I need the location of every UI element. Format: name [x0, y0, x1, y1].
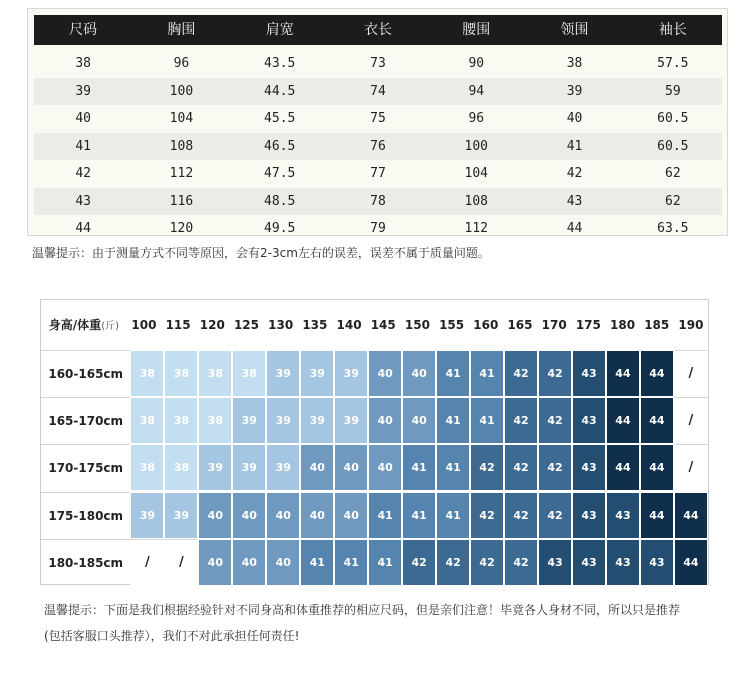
recommended-size-cell: 39: [232, 444, 266, 491]
recommended-size-cell: 39: [266, 397, 300, 444]
recommended-size-cell: 40: [300, 444, 334, 491]
weight-column-header: 165: [507, 318, 533, 332]
weight-column-header: 120: [199, 318, 225, 332]
size-spec-header-cell: 肩宽: [265, 22, 294, 38]
size-spec-cell: 38: [75, 56, 91, 71]
recommended-size-cell: 43: [572, 397, 606, 444]
size-spec-cell: 79: [370, 221, 386, 236]
recommended-size-cell: /: [164, 539, 198, 586]
size-recommendation-table: [40, 299, 709, 585]
size-spec-cell: 41: [75, 138, 91, 154]
size-spec-cell: 77: [370, 166, 386, 181]
weight-column-header: 185: [644, 318, 670, 332]
recommended-size-cell: 41: [300, 539, 334, 586]
recommended-size-cell: /: [130, 539, 164, 586]
size-spec-header-cell: 领围: [560, 22, 589, 38]
size-spec-cell: 39: [75, 83, 91, 99]
size-spec-cell: 44: [566, 221, 583, 236]
recommended-size-cell: 42: [538, 492, 572, 539]
weight-column-header: 130: [268, 318, 294, 332]
recommended-size-cell: 44: [640, 397, 674, 444]
recommended-size-cell: 43: [572, 350, 606, 397]
recommended-size-cell: 40: [232, 539, 266, 586]
size-spec-cell: 96: [468, 111, 485, 126]
recommended-size-cell: 43: [572, 492, 606, 539]
recommended-size-cell: 39: [164, 492, 198, 539]
recommended-size-cell: 39: [232, 397, 266, 444]
recommended-size-cell: 40: [266, 539, 300, 586]
height-range-label: 160-165cm: [41, 350, 130, 397]
height-row: [41, 397, 708, 444]
size-spec-header-cell: 腰围: [462, 22, 491, 38]
recommended-size-cell: 39: [198, 444, 232, 491]
recommended-size-cell: 42: [402, 539, 436, 586]
recommended-size-cell: 41: [436, 350, 470, 397]
recommended-size-cell: /: [674, 444, 708, 491]
recommended-size-cell: 41: [436, 492, 470, 539]
recommended-size-cell: 44: [674, 539, 708, 586]
recommended-size-cell: 40: [402, 350, 436, 397]
weight-column-header: 140: [336, 318, 362, 332]
size-spec-header-row: [34, 15, 722, 45]
weight-column-header: 135: [302, 318, 328, 332]
recommended-size-cell: 40: [232, 492, 266, 539]
recommended-size-cell: 40: [198, 539, 232, 586]
recommended-size-cell: 38: [130, 444, 164, 491]
recommended-size-cell: 44: [606, 350, 640, 397]
recommended-size-cell: 44: [674, 492, 708, 539]
recommended-size-cell: 40: [266, 492, 300, 539]
size-spec-row: [34, 215, 722, 242]
size-spec-cell: 39: [566, 83, 583, 99]
recommended-size-cell: 40: [334, 444, 368, 491]
recommended-size-cell: 38: [164, 350, 198, 397]
recommended-size-cell: 42: [538, 350, 572, 397]
recommended-size-cell: 41: [368, 492, 402, 539]
size-spec-cell: 43.5: [264, 56, 296, 71]
size-spec-cell: 62: [665, 193, 681, 209]
recommended-size-cell: 42: [470, 539, 504, 586]
recommended-size-cell: 40: [368, 444, 402, 491]
size-spec-cell: 62: [665, 166, 681, 181]
recommended-size-cell: 44: [640, 444, 674, 491]
weight-column-header: 170: [541, 318, 567, 332]
measurement-note: 温馨提示：由于测量方式不同等原因，会有2-3cm左右的误差，误差不属于质量问题。: [32, 246, 490, 260]
weight-columns: [127, 300, 708, 350]
weight-column-header: 180: [610, 318, 636, 332]
size-spec-header-cell: 尺码: [69, 22, 98, 38]
recommendation-note-line2: (包括客服口头推荐），我们不对此承担任何责任!: [44, 629, 300, 643]
weight-column-header: 190: [678, 318, 704, 332]
weight-column-header: 175: [575, 318, 601, 332]
recommended-size-cell: 42: [538, 397, 572, 444]
size-spec-cell: 108: [464, 193, 488, 209]
size-spec-row: [34, 78, 722, 105]
weight-column-header: 150: [404, 318, 430, 332]
height-range-label: 170-175cm: [41, 444, 130, 491]
recommended-size-cell: 38: [232, 350, 266, 397]
size-spec-cell: 74: [370, 83, 386, 99]
size-spec-row: [34, 188, 722, 215]
size-spec-header-cell: 胸围: [167, 22, 196, 38]
recommended-size-cell: 41: [402, 492, 436, 539]
size-spec-cell: 104: [169, 111, 194, 126]
recommended-size-cell: 38: [130, 350, 164, 397]
recommended-size-cell: 44: [606, 444, 640, 491]
size-spec-cell: 40: [75, 111, 91, 126]
size-spec-cell: 100: [464, 138, 488, 154]
weight-header-row: [41, 300, 708, 350]
recommended-size-cell: 39: [300, 350, 334, 397]
size-spec-cell: 90: [468, 56, 485, 71]
recommended-size-cell: /: [674, 350, 708, 397]
size-spec-cell: 59: [665, 83, 681, 99]
size-spec-cell: 76: [370, 138, 386, 154]
recommended-size-cell: 41: [436, 397, 470, 444]
recommended-size-cell: 43: [606, 492, 640, 539]
height-weight-corner-label: [41, 300, 127, 350]
recommended-size-cell: 42: [470, 492, 504, 539]
recommended-size-cell: 40: [334, 492, 368, 539]
recommended-size-cell: 43: [572, 539, 606, 586]
height-range-label: 165-170cm: [41, 397, 130, 444]
size-spec-cell: 75: [370, 111, 386, 126]
weight-column-header: 160: [473, 318, 499, 332]
size-spec-cell: 48.5: [264, 193, 296, 209]
height-row: [41, 539, 708, 586]
recommended-size-cell: 39: [266, 444, 300, 491]
size-spec-cell: 104: [464, 166, 488, 181]
size-spec-row: [34, 133, 722, 160]
recommended-size-cell: 41: [402, 444, 436, 491]
size-spec-table: [27, 8, 728, 236]
recommended-size-cell: 38: [164, 397, 198, 444]
recommended-size-cell: 42: [504, 444, 538, 491]
recommended-size-cell: 38: [198, 397, 232, 444]
recommended-size-cell: 44: [640, 350, 674, 397]
recommended-size-cell: 41: [470, 350, 504, 397]
recommended-size-cell: 42: [504, 539, 538, 586]
height-range-label: 175-180cm: [41, 492, 130, 539]
weight-column-header: 100: [131, 318, 157, 332]
size-spec-cell: 41: [566, 138, 583, 154]
size-spec-cell: 112: [464, 221, 488, 236]
recommended-size-cell: 40: [368, 397, 402, 444]
corner-label: 身高/体重: [48, 318, 102, 332]
recommended-size-cell: 41: [368, 539, 402, 586]
size-spec-cell: 100: [169, 83, 194, 99]
size-spec-cell: 42: [566, 166, 583, 181]
size-spec-cell: 60.5: [657, 111, 689, 126]
recommendation-note-line1: 温馨提示：下面是我们根据经验针对不同身高和体重推荐的相应尺码，但是亲们注意！毕竟各人身材不同，所以只是推荐: [44, 603, 681, 617]
size-spec-cell: 73: [370, 56, 386, 71]
size-spec-cell: 43: [566, 193, 583, 209]
recommended-size-cell: 43: [538, 539, 572, 586]
size-spec-cell: 120: [169, 221, 194, 236]
size-spec-cell: 38: [566, 56, 583, 71]
size-spec-cell: 57.5: [657, 56, 689, 71]
size-spec-header-cell: 袖长: [658, 22, 687, 38]
recommended-size-cell: 39: [266, 350, 300, 397]
weight-column-header: 115: [165, 318, 191, 332]
recommended-size-cell: 38: [198, 350, 232, 397]
recommended-size-cell: 40: [300, 492, 334, 539]
recommended-size-cell: 42: [538, 444, 572, 491]
recommended-size-cell: 39: [130, 492, 164, 539]
size-spec-cell: 44.5: [264, 83, 296, 99]
recommended-size-cell: 43: [572, 444, 606, 491]
size-spec-row: [34, 160, 722, 187]
size-spec-header-cell: 衣长: [363, 22, 392, 38]
recommended-size-cell: 38: [130, 397, 164, 444]
recommended-size-cell: 42: [470, 444, 504, 491]
recommended-size-cell: 42: [504, 492, 538, 539]
size-spec-cell: 112: [169, 166, 194, 181]
recommended-size-cell: 40: [368, 350, 402, 397]
size-spec-cell: 47.5: [264, 166, 296, 181]
weight-column-header: 145: [370, 318, 396, 332]
size-spec-cell: 78: [370, 193, 386, 209]
recommended-size-cell: 44: [606, 397, 640, 444]
size-spec-cell: 44: [75, 221, 91, 236]
size-spec-cell: 94: [468, 83, 485, 99]
recommended-size-cell: 43: [640, 539, 674, 586]
height-row: [41, 492, 708, 539]
size-spec-cell: 42: [75, 166, 91, 181]
size-spec-cell: 116: [169, 193, 194, 209]
recommended-size-cell: 42: [436, 539, 470, 586]
size-spec-cell: 43: [75, 193, 91, 209]
weight-column-header: 155: [439, 318, 465, 332]
recommended-size-cell: 39: [334, 350, 368, 397]
recommended-size-cell: 42: [504, 397, 538, 444]
recommended-size-cell: 40: [198, 492, 232, 539]
size-spec-cell: 45.5: [264, 111, 296, 126]
size-spec-cell: 46.5: [264, 138, 296, 154]
size-spec-row: [34, 50, 722, 77]
recommended-size-cell: 44: [640, 492, 674, 539]
size-spec-cell: 40: [566, 111, 583, 126]
recommended-size-cell: 39: [334, 397, 368, 444]
corner-unit: (斤): [101, 321, 119, 332]
recommended-size-cell: 38: [164, 444, 198, 491]
recommended-size-cell: 42: [504, 350, 538, 397]
recommended-size-cell: /: [674, 397, 708, 444]
size-spec-cell: 96: [173, 56, 190, 71]
height-row: [41, 350, 708, 397]
height-row: [41, 444, 708, 491]
recommended-size-cell: 41: [334, 539, 368, 586]
size-spec-cell: 60.5: [657, 138, 689, 154]
recommended-size-cell: 40: [402, 397, 436, 444]
size-spec-cell: 63.5: [657, 221, 689, 236]
size-spec-cell: 108: [169, 138, 194, 154]
recommended-size-cell: 39: [300, 397, 334, 444]
weight-column-header: 125: [233, 318, 259, 332]
recommended-size-cell: 43: [606, 539, 640, 586]
size-spec-row: [34, 105, 722, 132]
recommended-size-cell: 41: [470, 397, 504, 444]
size-spec-cell: 49.5: [264, 221, 296, 236]
height-range-label: 180-185cm: [41, 539, 130, 586]
recommended-size-cell: 41: [436, 444, 470, 491]
